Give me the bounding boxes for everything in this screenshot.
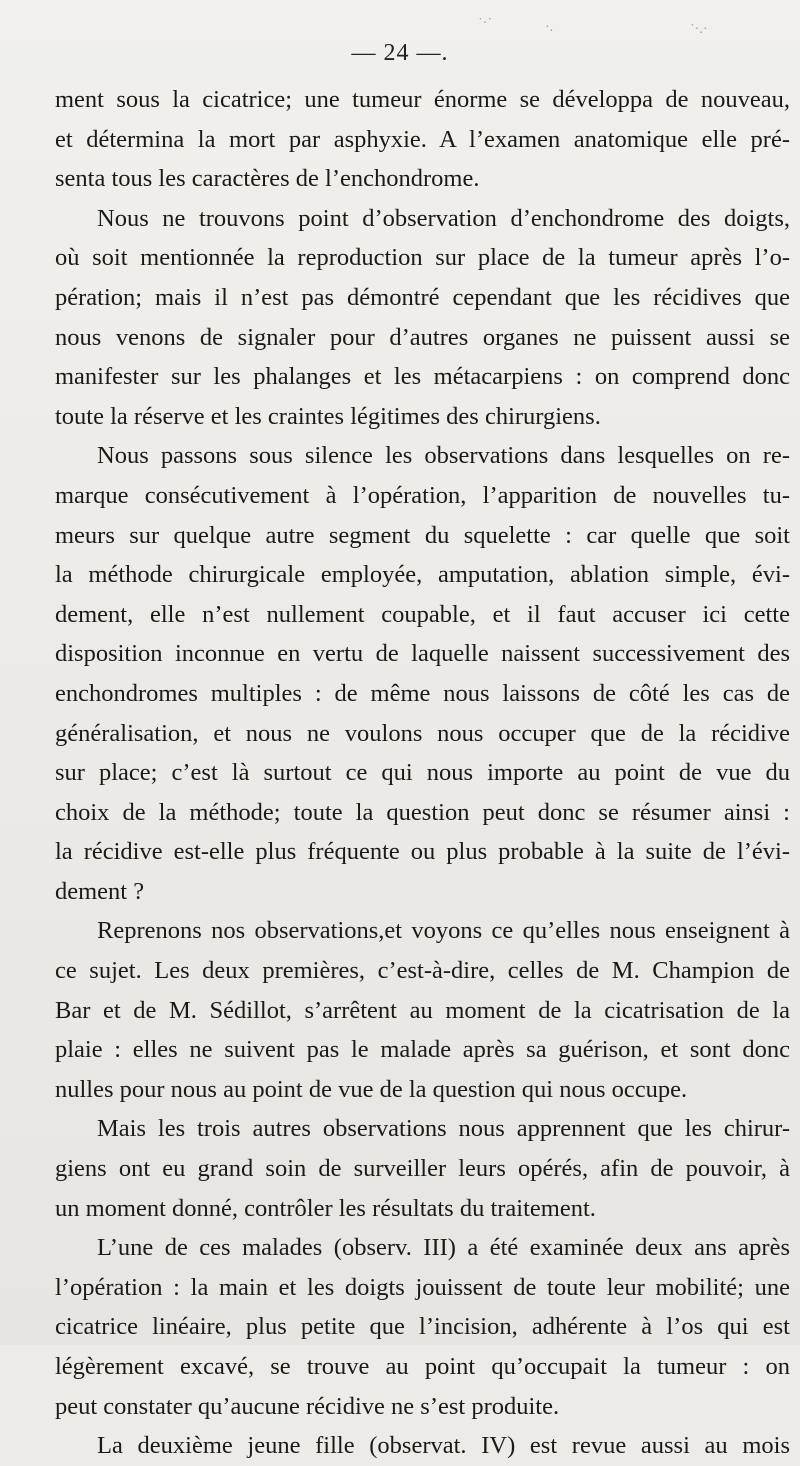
text-line: manifester sur les phalanges et les métacarpiens : on comprend donc xyxy=(55,363,790,391)
text-line: Bar et de M. Sédillot, s’arrêtent au moment de la cicatrisation de la xyxy=(55,996,790,1024)
text-line: la récidive est-elle plus fréquente ou plus probable à la suite de l’évi- xyxy=(55,838,790,866)
text-line: où soit mentionnée la reproduction sur place de la tumeur après l’o- xyxy=(55,244,790,272)
text-line: Mais les trois autres observations nous apprennent que les chirur- xyxy=(97,1115,790,1143)
text-line: l’opération : la main et les doigts jouissent de toute leur mobilité; une xyxy=(55,1273,790,1301)
text-line: pération; mais il n’est pas démontré cependant que les récidives que xyxy=(55,283,790,311)
text-line: cicatrice linéaire, plus petite que l’incision, adhérente à l’os qui est xyxy=(55,1313,790,1341)
text-line: La deuxième jeune fille (observat. IV) est revue aussi au mois xyxy=(97,1432,790,1460)
text-line: et détermina la mort par asphyxie. A l’examen anatomique elle pré- xyxy=(55,125,790,153)
text-line: L’une de ces malades (observ. III) a été examinée deux ans après xyxy=(97,1234,790,1262)
text-line: toute la réserve et les craintes légitimes des chirurgiens. xyxy=(55,402,601,430)
text-line: Nous ne trouvons point d’observation d’enchondrome des doigts, xyxy=(97,204,790,232)
scan-speck: ˙·.· xyxy=(690,22,708,37)
text-line: sur place; c’est là surtout ce qui nous importe au point de vue du xyxy=(55,759,790,787)
scan-speck: ·. xyxy=(545,20,554,35)
text-line: choix de la méthode; toute la question peut donc se résumer ainsi : xyxy=(55,798,790,826)
text-line: nous venons de signaler pour d’autres organes ne puissent aussi se xyxy=(55,323,790,351)
text-line: giens ont eu grand soin de surveiller leurs opérés, afin de pouvoir, à xyxy=(55,1155,790,1183)
scan-speck: ˙·˙ xyxy=(478,16,492,31)
text-line: ce sujet. Les deux premières, c’est-à-dire, celles de M. Champion de xyxy=(55,957,790,985)
text-line: la méthode chirurgicale employée, amputation, ablation simple, évi- xyxy=(55,561,790,589)
text-line: ment sous la cicatrice; une tumeur énorme se développa de nouveau, xyxy=(55,86,790,113)
text-line: enchondromes multiples : de même nous laissons de côté les cas de xyxy=(55,679,790,707)
body-text xyxy=(55,80,790,1466)
text-line: peut constater qu’aucune récidive ne s’est produite. xyxy=(55,1392,560,1420)
text-line: un moment donné, contrôler les résultats du traitement. xyxy=(55,1194,596,1222)
text-line: dement ? xyxy=(55,877,145,905)
text-line: généralisation, et nous ne voulons nous occuper que de la récidive xyxy=(55,719,790,747)
text-line: Nous passons sous silence les observations dans lesquelles on re- xyxy=(97,442,790,470)
text-line: dement, elle n’est nullement coupable, et il faut accuser ici cette xyxy=(55,600,790,628)
text-line: Reprenons nos observations,et voyons ce qu’elles nous enseignent à xyxy=(97,917,790,945)
text-line: senta tous les caractères de l’enchondrome. xyxy=(55,165,480,193)
text-line: plaie : elles ne suivent pas le malade après sa guérison, et sont donc xyxy=(55,1036,790,1064)
text-line: légèrement excavé, se trouve au point qu’occupait la tumeur : on xyxy=(55,1353,790,1380)
text-line: nulles pour nous au point de vue de la question qui nous occupe. xyxy=(55,1075,688,1103)
page-number: — 24 —. xyxy=(351,40,449,66)
text-line: marque consécutivement à l’opération, l’apparition de nouvelles tu- xyxy=(55,481,790,509)
text-line: meurs sur quelque autre segment du squelette : car quelle que soit xyxy=(55,521,790,549)
text-line: disposition inconnue en vertu de laquelle naissent successivement des xyxy=(55,640,790,668)
